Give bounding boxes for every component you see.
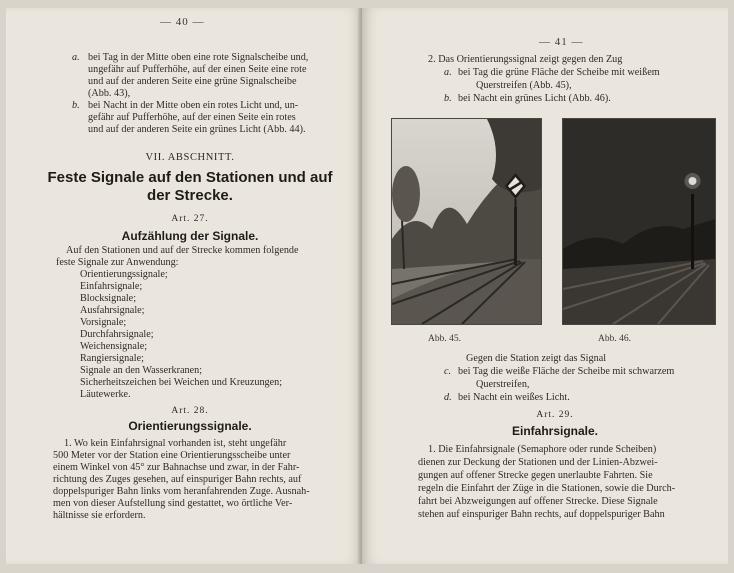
list-item: Orientierungssignale; <box>80 269 168 280</box>
article-28-title: Orientierungssignale. <box>128 419 252 433</box>
page-number-right: — 41 — <box>539 36 584 48</box>
para-line: doppelspuriger Bahn links vom heranfahrenden Zuge. Ausnah- <box>53 486 310 497</box>
list-item: Weichensignale; <box>80 341 148 352</box>
railway-day-photo <box>392 119 541 324</box>
para-line: stehen auf einspuriger Bahn rechts, auf doppelspuriger Bahn <box>418 509 665 520</box>
text-line: und auf der anderen Seite eine grüne Signalscheibe <box>88 76 297 87</box>
text-line: ungefähr auf Pufferhöhe, auf der einen Seite eine rote <box>88 64 307 75</box>
list-item: Rangiersignale; <box>80 353 144 364</box>
text-line: bei Tag in der Mitte oben eine rote Signalscheibe und, <box>88 52 309 63</box>
station-line: Gegen die Station zeigt das Signal <box>466 353 607 364</box>
article-28-label: Art. 28. <box>171 406 209 416</box>
list-item: Signale an den Wasserkranen; <box>80 365 203 376</box>
list-item: Einfahrsignale; <box>80 281 143 292</box>
para-line: fahrt bei Abzweigungen auf offener Strecke. Diese Signale <box>418 496 658 507</box>
list-item: Vorsignale; <box>80 317 127 328</box>
figure-caption-46: Abb. 46. <box>598 334 631 344</box>
text-line: und auf der anderen Seite ein grünes Licht (Abb. 44). <box>88 124 306 135</box>
item-a-marker: a. <box>72 52 80 63</box>
para-line: 1. Die Einfahrsignale (Semaphore oder runde Scheiben) <box>428 444 657 455</box>
section-label: VII. ABSCHNITT. <box>145 152 235 163</box>
list-item: Blocksignale; <box>80 293 137 304</box>
page-number-left: — 40 — <box>160 16 205 28</box>
item-b-marker: b. <box>444 93 452 104</box>
text-line: (Abb. 43), <box>88 88 131 99</box>
item-d-marker: d. <box>444 392 452 403</box>
section-title-line1: Feste Signale auf den Stationen und auf <box>47 169 333 186</box>
item-a-marker: a. <box>444 67 452 78</box>
text-line: Querstreifen, <box>476 379 530 390</box>
photo-figure-46 <box>562 118 716 325</box>
railway-night-photo <box>563 119 715 324</box>
item-b-marker: b. <box>72 100 80 111</box>
article-27-label: Art. 27. <box>171 214 209 224</box>
intro-line: Auf den Stationen und auf der Strecke kommen folgende <box>66 245 299 256</box>
para-line: dienen zur Deckung der Stationen und der Linien-Abzwei- <box>418 457 658 468</box>
para-line: 1. Wo kein Einfahrsignal vorhanden ist, steht ungefähr <box>64 438 287 449</box>
list-item: Ausfahrsignale; <box>80 305 145 316</box>
text-line: bei Tag die grüne Fläche der Scheibe mit weißem <box>458 67 660 78</box>
para-line: hältnisse sie erfordern. <box>53 510 146 521</box>
para-line: men von dieser Aufstellung sind gestattet, wo örtliche Ver- <box>53 498 293 509</box>
photo-figure-45 <box>391 118 542 325</box>
list-item: Sicherheitszeichen bei Weichen und Kreuzungen; <box>80 377 283 388</box>
list-item: Durchfahrsignale; <box>80 329 154 340</box>
para-line: richtung des Zuges gesehen, auf einspuriger Bahn rechts, auf <box>53 474 302 485</box>
text-line: bei Tag die weiße Fläche der Scheibe mit schwarzem <box>458 366 675 377</box>
para-line: gungen auf offener Strecke gegen unerlaubte Fahrten. Sie <box>418 470 653 481</box>
para-line: regeln die Einfahrt der Züge in die Stationen, sowie die Durch- <box>418 483 676 494</box>
para-line: 500 Meter vor der Station eine Orientierungsscheibe unter <box>53 450 291 461</box>
article-27-title: Aufzählung der Signale. <box>121 229 259 243</box>
section-title-line2: der Strecke. <box>147 187 233 204</box>
para-line: einem Winkel von 45° zur Bahnachse und zwar, in der Fahr- <box>53 462 300 473</box>
list-item: Läutewerke. <box>80 389 131 400</box>
intro-line: feste Signale zur Anwendung: <box>56 257 179 268</box>
figure-caption-45: Abb. 45. <box>428 334 461 344</box>
article-29-label: Art. 29. <box>536 410 574 420</box>
item-c-marker: c. <box>444 366 452 377</box>
text-line: gefähr auf Pufferhöhe, auf der einen Seite ein rotes <box>88 112 296 123</box>
article-29-title: Einfahrsignale. <box>511 424 599 438</box>
text-line: bei Nacht in der Mitte oben ein rotes Licht und, un- <box>88 100 299 111</box>
item-2-line: 2. Das Orientierungssignal zeigt gegen den Zug <box>428 54 623 65</box>
text-line: Querstreifen (Abb. 45), <box>476 80 572 91</box>
text-line: bei Nacht ein grünes Licht (Abb. 46). <box>458 93 611 104</box>
text-line: bei Nacht ein weißes Licht. <box>458 392 570 403</box>
